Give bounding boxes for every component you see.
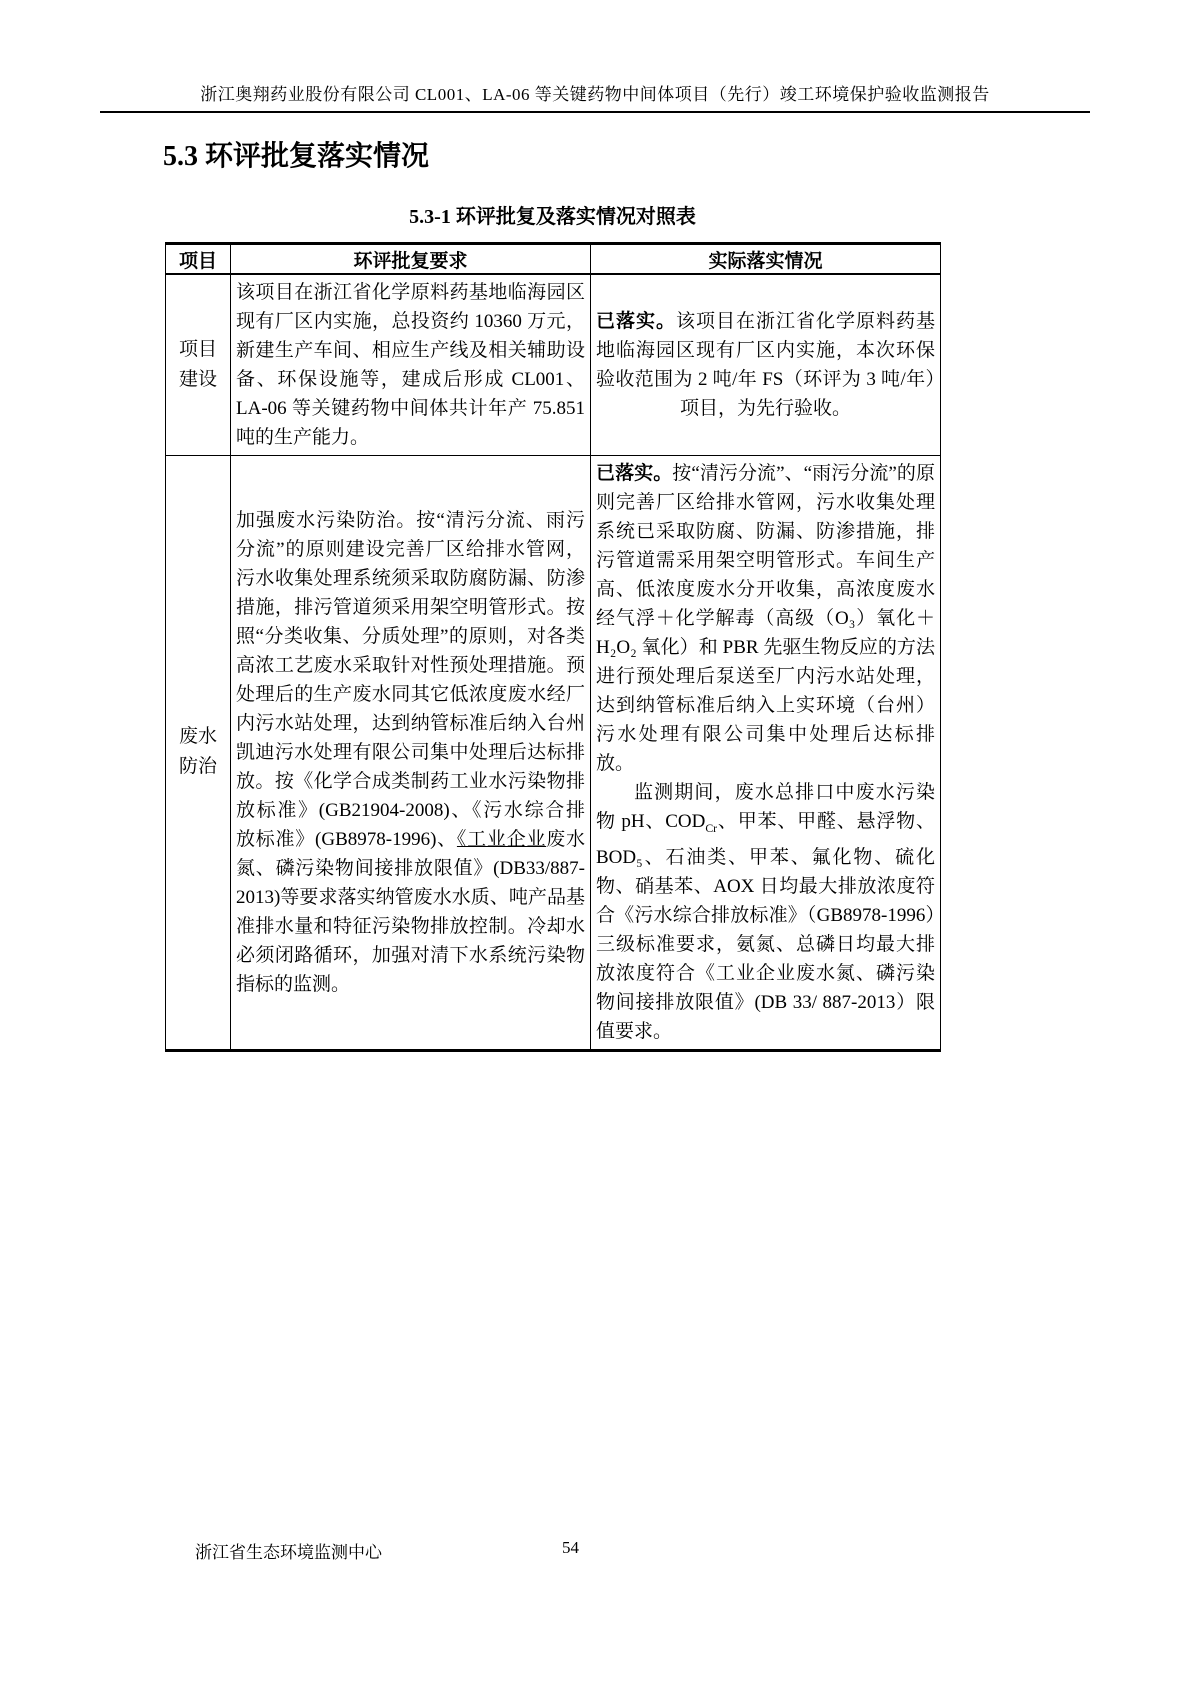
monitoring-text: 、甲苯、甲醛、悬浮物、BOD₅、石油类、甲苯、氟化物、硫化物、硝基苯、AOX 日均最大排放浓度符合《污水综合排放标准》（GB8978-1996）三级标准要求，氨氮、总磷日均最大排放浓度符合《工业企业废水氮、磷污染物间接排放限值》(DB 33/ 887-2013）限值要求。: [596, 811, 935, 1042]
category-line: 建设: [178, 369, 217, 390]
status-cell: [591, 274, 941, 456]
table-header: [166, 244, 941, 275]
table-caption: 5.3-1 环评批复及落实情况对照表: [409, 206, 696, 228]
requirement-underlined-segment: 《工业企业: [456, 828, 547, 850]
section-title: 5.3 环评批复落实情况: [163, 141, 430, 172]
category-line: 项目: [178, 339, 217, 360]
col-header-requirement: 环评批复要求: [231, 244, 591, 275]
cod-subscript: Cr: [705, 821, 718, 835]
footer-organization: 浙江省生态环境监测中心: [195, 1543, 382, 1562]
requirement-cell: [231, 274, 591, 456]
table-body: [166, 274, 941, 1050]
category-cell: [166, 274, 231, 456]
status-paragraph-2: [596, 778, 935, 1046]
status-detail: 按“清污分流”、“雨污分流”的原则完善厂区给排水管网，污水收集处理系统已采取防腐、防漏、防渗措施，排污管道需采用架空明管形式。车间生产高、低浓度废水分开收集，高浓度废水经气浮＋化学解毒（高级（O₃）氧化＋H₂O₂ 氧化）和 PBR 先驱生物反应的方法进行预处理后泵送至厂内污水站处理，达到纳管标准后纳入上实环境（台州）污水处理有限公司集中处理后达标排放。: [596, 463, 935, 774]
header-divider: [100, 111, 1090, 113]
status-cell: [591, 456, 941, 1051]
col-header-status: 实际落实情况: [591, 244, 941, 275]
category-line: 废水: [178, 726, 217, 748]
col-header-item: 项目: [166, 244, 231, 275]
requirement-text: 该项目在浙江省化学原料药基地临海园区现有厂区内实施，总投资约 10360 万元，新建生产车间、相应生产线及相关辅助设备、环保设施等，建成后形成 CL001、LA-06 等关键药物中间体共计年产 75.851 吨的生产能力。: [236, 282, 585, 448]
requirement-text: [236, 506, 585, 999]
requirement-segment: 废水氮、磷污染物间接排放限值》(DB33/887-2013)等要求落实纳管废水水质、吨产品基准排水量和特征污染物排放控制。冷却水必须闭路循环，加强对清下水系统污染物指标的监测。: [236, 828, 585, 995]
fulfilled-label: 已落实。: [596, 463, 673, 484]
requirement-cell: [231, 456, 591, 1051]
table-row-project-construction: [166, 274, 941, 456]
table-header-row: [166, 244, 941, 275]
report-title-header: 浙江奥翔药业股份有限公司 CL001、LA-06 等关键药物中间体项目（先行）竣工环境保护验收监测报告: [200, 85, 990, 104]
table-row-wastewater-control: [166, 456, 941, 1051]
comparison-table: [165, 242, 941, 1052]
category-cell: [166, 456, 231, 1051]
status-detail: 该项目在浙江省化学原料药基地临海园区现有厂区内实施，本次环保验收范围为 2 吨/年 FS（环评为 3 吨/年）项目，为先行验收。: [596, 311, 935, 419]
category-line: 防治: [178, 756, 217, 778]
requirement-segment: 加强废水污染防治。按“清污分流、雨污分流”的原则建设完善厂区给排水管网，污水收集处理系统须采取防腐防漏、防渗措施，排污管道须采用架空明管形式。按照“分类收集、分质处理”的原则，对各类高浓工艺废水采取针对性预处理措施。预处理后的生产废水同其它低浓度废水经厂内污水站处理，达到纳管标准后纳入台州凯迪污水处理有限公司集中处理后达标排放。按《化学合成类制药工业水污染物排放标准》(GB21904-2008)、《污水综合排放标准》(GB8978-1996)、: [236, 509, 585, 850]
status-paragraph-1: [596, 459, 935, 778]
monitoring-text: 监测期间，废水总排口中废水污染物 pH、COD: [596, 782, 935, 832]
status-text: [596, 307, 935, 423]
fulfilled-label: 已落实。: [596, 311, 676, 332]
page-number: 54: [562, 1538, 579, 1557]
